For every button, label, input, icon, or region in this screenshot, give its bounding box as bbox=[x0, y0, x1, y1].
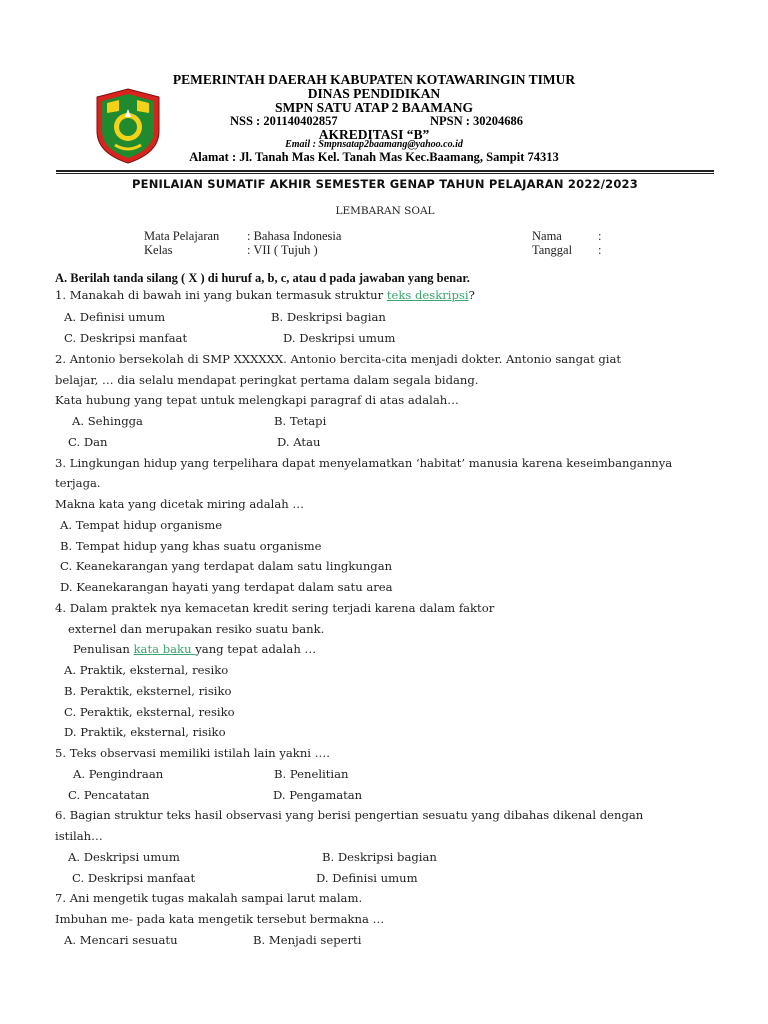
question-1 bbox=[55, 288, 475, 302]
question-6-line-2: istilah… bbox=[55, 829, 103, 843]
q2-option-b[interactable]: B. Tetapi bbox=[274, 414, 327, 428]
department-name: DINAS PENDIDIKAN bbox=[307, 86, 441, 101]
question-4-line-2: externel dan merupakan resiko suatu bank. bbox=[68, 622, 325, 636]
q5-option-d[interactable]: D. Pengamatan bbox=[273, 788, 363, 802]
school-name: SMPN SATU ATAP 2 BAAMANG bbox=[274, 100, 473, 115]
q2-option-a[interactable]: A. Sehingga bbox=[72, 414, 143, 428]
header-divider-thin bbox=[56, 173, 714, 174]
class-value: : VII ( Tujuh ) bbox=[247, 243, 318, 257]
sheet-label: LEMBARAN SOAL bbox=[335, 205, 435, 217]
q1-option-d[interactable]: D. Deskripsi umum bbox=[283, 331, 396, 345]
school-email: Email : Smpnsatap2baamang@yahoo.co.id bbox=[285, 139, 463, 150]
q2-option-c[interactable]: C. Dan bbox=[68, 435, 108, 449]
subject-label: Mata Pelajaran bbox=[144, 229, 220, 243]
question-4-line-3-text: Penulisan bbox=[73, 642, 134, 656]
q3-option-a[interactable]: A. Tempat hidup organisme bbox=[60, 518, 223, 532]
question-3-line-1: 3. Lingkungan hidup yang terpelihara dapat menyelamatkan ‘habitat’ manusia karena keseimbangannya bbox=[55, 456, 673, 470]
accreditation: AKREDITASI “B” bbox=[318, 127, 430, 142]
kata-baku-link[interactable]: kata baku bbox=[133, 642, 196, 656]
exam-title: PENILAIAN SUMATIF AKHIR SEMESTER GENAP TAHUN PELAJARAN 2022/2023 bbox=[132, 177, 638, 191]
q7-option-b[interactable]: B. Menjadi seperti bbox=[253, 933, 362, 947]
question-2-line-2: belajar, … dia selalu mendapat peringkat pertama dalam segala bidang. bbox=[55, 373, 479, 387]
school-address: Alamat : Jl. Tanah Mas Kel. Tanah Mas Kec.Baamang, Sampit 74313 bbox=[189, 150, 559, 164]
subject-value: : Bahasa Indonesia bbox=[247, 229, 342, 243]
teks-deskripsi-link[interactable]: teks deskripsi bbox=[386, 288, 469, 302]
q3-option-d[interactable]: D. Keanekarangan hayati yang terdapat dalam satu area bbox=[60, 580, 393, 594]
q3-option-c[interactable]: C. Keanekarangan yang terdapat dalam satu lingkungan bbox=[60, 559, 393, 573]
name-field[interactable]: : bbox=[598, 229, 602, 243]
q5-option-b[interactable]: B. Penelitian bbox=[274, 767, 349, 781]
q3-option-b[interactable]: B. Tempat hidup yang khas suatu organisme bbox=[60, 539, 322, 553]
q6-option-d[interactable]: D. Definisi umum bbox=[316, 871, 418, 885]
instruction-section-a: A. Berilah tanda silang ( X ) di huruf a, b, c, atau d pada jawaban yang benar. bbox=[55, 271, 470, 285]
question-3-line-3: Makna kata yang dicetak miring adalah … bbox=[55, 497, 305, 511]
question-4-line-3-end: yang tepat adalah … bbox=[195, 642, 317, 656]
npsn-number: NPSN : 30204686 bbox=[430, 114, 524, 128]
q4-option-b[interactable]: B. Peraktik, eksternel, risiko bbox=[64, 684, 232, 698]
q6-option-a[interactable]: A. Deskripsi umum bbox=[68, 850, 180, 864]
class-label: Kelas bbox=[144, 243, 173, 257]
nss-number: NSS : 201140402857 bbox=[230, 114, 338, 128]
q1-option-b[interactable]: B. Deskripsi bagian bbox=[271, 310, 386, 324]
q7-option-a[interactable]: A. Mencari sesuatu bbox=[64, 933, 178, 947]
question-7-line-2: Imbuhan me- pada kata mengetik tersebut bermakna … bbox=[55, 912, 385, 926]
q4-option-c[interactable]: C. Peraktik, eksternal, resiko bbox=[64, 705, 235, 719]
question-2-line-1: 2. Antonio bersekolah di SMP XXXXXX. Antonio bercita-cita menjadi dokter. Antonio sangat giat bbox=[55, 352, 622, 366]
q4-option-d[interactable]: D. Praktik, eksternal, risiko bbox=[64, 725, 226, 739]
name-label: Nama bbox=[532, 229, 562, 243]
q5-option-a[interactable]: A. Pengindraan bbox=[73, 767, 164, 781]
q4-option-a[interactable]: A. Praktik, eksternal, resiko bbox=[64, 663, 229, 677]
header-divider-thick bbox=[56, 170, 714, 172]
q6-option-b[interactable]: B. Deskripsi bagian bbox=[322, 850, 437, 864]
question-6-line-1: 6. Bagian struktur teks hasil observasi yang berisi pengertian sesuatu yang dibahas dikenal dengan bbox=[55, 808, 644, 822]
q1-option-a[interactable]: A. Definisi umum bbox=[64, 310, 166, 324]
q6-option-c[interactable]: C. Deskripsi manfaat bbox=[72, 871, 196, 885]
date-field[interactable]: : bbox=[598, 243, 602, 257]
date-label: Tanggal bbox=[532, 243, 573, 257]
question-4-line-3 bbox=[73, 642, 316, 656]
question-2-line-3: Kata hubung yang tepat untuk melengkapi paragraf di atas adalah… bbox=[55, 393, 459, 407]
question-7-line-1: 7. Ani mengetik tugas makalah sampai larut malam. bbox=[55, 891, 363, 905]
q5-option-c[interactable]: C. Pencatatan bbox=[68, 788, 150, 802]
question-4-line-1: 4. Dalam praktek nya kemacetan kredit sering terjadi karena dalam faktor bbox=[55, 601, 495, 615]
q1-option-c[interactable]: C. Deskripsi manfaat bbox=[64, 331, 188, 345]
q2-option-d[interactable]: D. Atau bbox=[277, 435, 321, 449]
question-1-text: 1. Manakah di bawah ini yang bukan termasuk struktur bbox=[55, 288, 387, 302]
question-1-end: ? bbox=[468, 288, 475, 302]
question-5-line-1: 5. Teks observasi memiliki istilah lain yakni …. bbox=[55, 746, 330, 760]
question-3-line-2: terjaga. bbox=[55, 476, 101, 490]
government-name: PEMERINTAH DAERAH KABUPATEN KOTAWARINGIN TIMUR bbox=[172, 72, 576, 87]
